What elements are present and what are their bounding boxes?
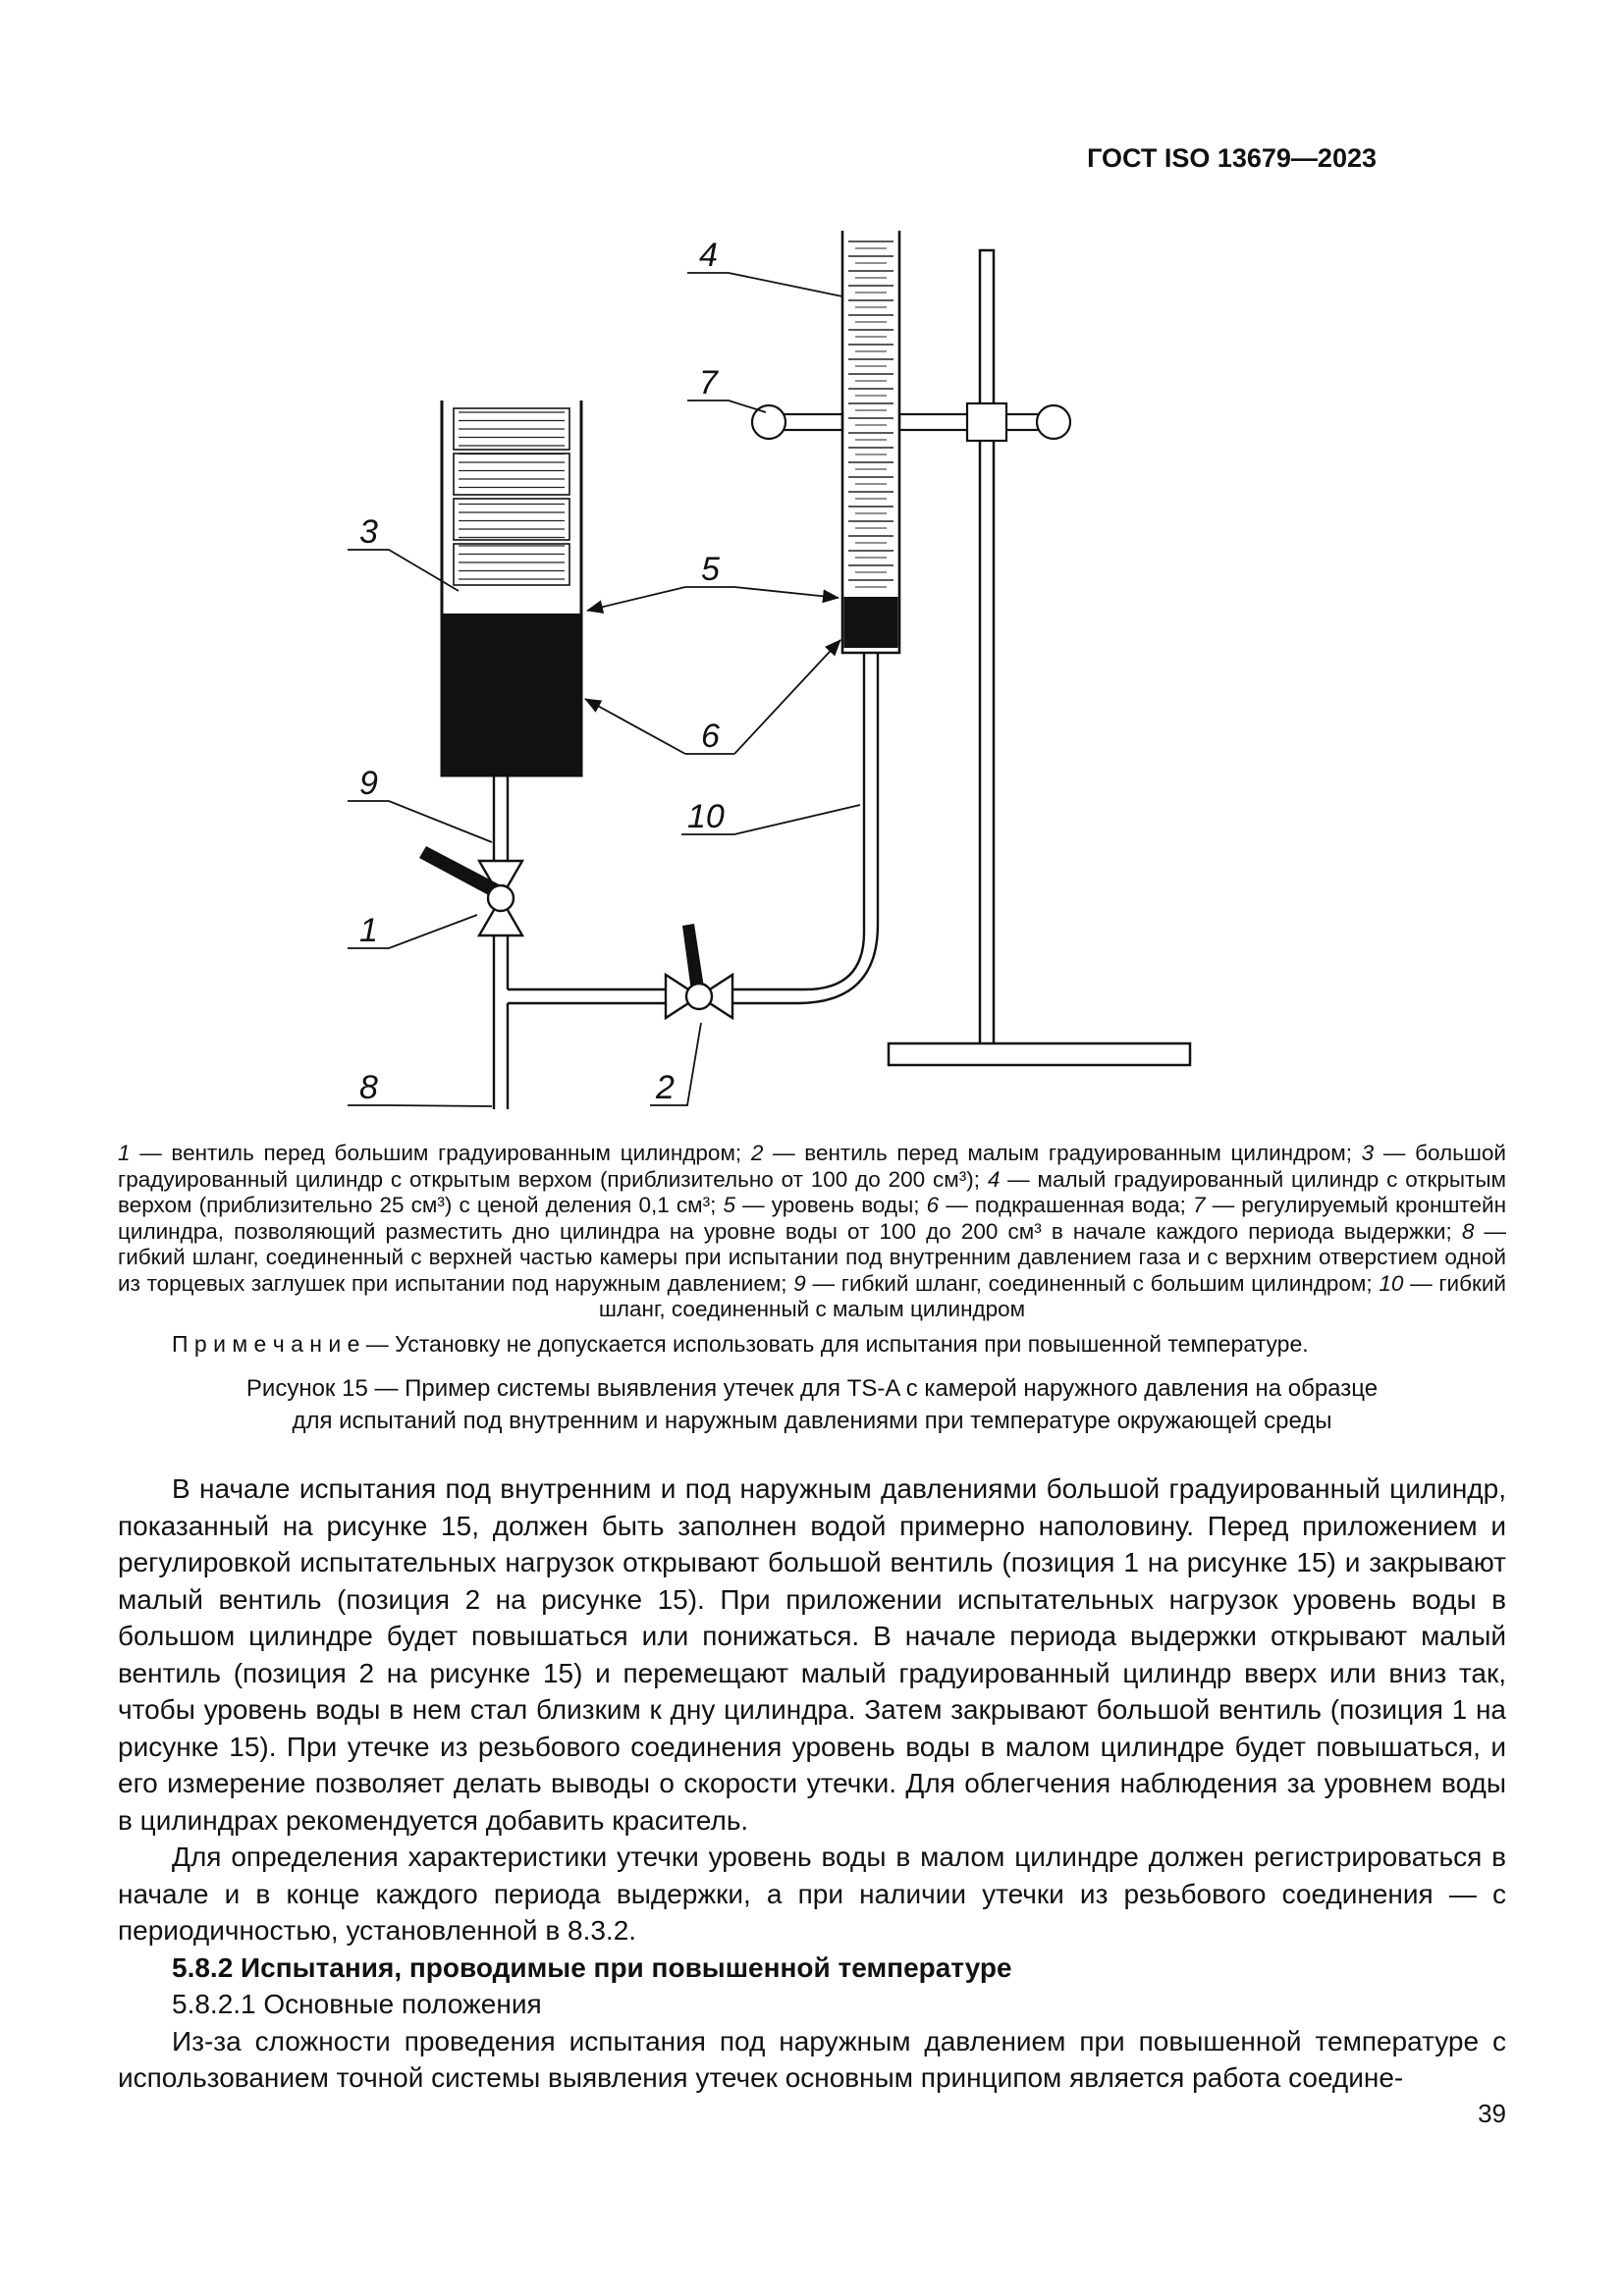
leader-4 <box>687 273 842 296</box>
adjustable-bracket <box>752 403 1070 441</box>
hose-to-chamber <box>494 935 508 1109</box>
legend-text-8: — гибкий шланг, соединенный с верхней частью камеры при испытании под внутренним давлением газа и с верхним отверстием одной из торцевых заглушек при испытании под наружным давлением; <box>118 1218 1506 1296</box>
stand-base <box>889 1043 1190 1065</box>
legend-num-8: 8 <box>1461 1218 1475 1244</box>
label-7: 7 <box>699 364 718 401</box>
label-6: 6 <box>701 718 720 755</box>
bracket-block <box>967 403 1006 441</box>
label-9: 9 <box>359 765 378 802</box>
figure-caption <box>118 1372 1506 1437</box>
legend-num-6: 6 <box>926 1193 940 1217</box>
legend-text-6: — подкрашенная вода; <box>939 1193 1194 1217</box>
leader-5-right-arrow <box>734 587 839 598</box>
page-number: 39 <box>1478 2099 1506 2128</box>
legend-num-5: 5 <box>723 1193 735 1217</box>
valve2-handle <box>682 924 704 991</box>
legend-num-3: 3 <box>1361 1141 1375 1165</box>
colored-water-small <box>844 597 898 648</box>
legend-text-7: — регулируемый кронштейн цилиндра, позволяющий разместить дно цилиндра на уровне воды от 100 до 200 см³ в начале каждого периода выдержки; <box>118 1193 1506 1244</box>
graduation-band <box>454 544 569 585</box>
figure-legend <box>118 1141 1506 1323</box>
colored-water-large <box>444 614 581 774</box>
section-heading-5-8-2: 5.8.2 Испытания, проводимые при повышенной температуре <box>172 1951 1012 1983</box>
leader-7 <box>687 400 766 412</box>
legend-text-9: — гибкий шланг, соединенный с большим цилиндром; <box>805 1270 1380 1296</box>
small-graduated-cylinder <box>842 231 899 653</box>
legend-num-1: 1 <box>118 1141 131 1165</box>
hose-small-cylinder-inner <box>732 653 864 989</box>
leader-5-left-arrow <box>587 587 685 611</box>
leak-detection-diagram <box>0 147 1624 1139</box>
legend-text-4: — малый градуированный цилиндр с открытым верхом (приблизительно 25 см³) с ценой деления 0,1 см³; <box>118 1166 1507 1217</box>
valve2-stem <box>686 984 712 1009</box>
label-8: 8 <box>359 1069 378 1106</box>
leader-lines <box>348 273 860 1106</box>
label-4: 4 <box>699 237 718 274</box>
legend-text-2: — вентиль перед малым градуированным цилиндром; <box>763 1141 1362 1165</box>
paragraph-2: Для определения характеристики утечки уровень воды в малом цилиндре должен регистрироваться в начале и в конце каждого периода выдержки, а при наличии утечки из резьбового соединения — с периодичностью, установленной в 8.3.2. <box>118 1842 1506 1946</box>
hose-small-cylinder-outer <box>732 653 878 1003</box>
caption-line-2: для испытаний под внутренним и наружным давлениями при температуре окружающей среды <box>292 1408 1332 1434</box>
label-5: 5 <box>701 551 720 588</box>
leader-9 <box>348 801 492 842</box>
legend-num-7: 7 <box>1193 1193 1206 1217</box>
legend-num-9: 9 <box>793 1270 806 1296</box>
leader-6-right-arrow <box>734 640 840 754</box>
legend-text-1: — вентиль перед большим градуированным цилиндром; <box>130 1141 751 1165</box>
paragraph-1: В начале испытания под внутренним и под наружным давлениями большой градуированный цилиндр, показанный на рисунке 15, должен быть заполнен водой примерно наполовину. Перед приложением и регулировкой испытательных нагрузок открывают большой вентиль (позиция 1 на рисунке 15) и закрывают малый вентиль (позиция 2 на рисунке 15). При приложении испытательных нагрузок уровень воды в большом цилиндре будет повышаться или понижаться. В начале периода выдержки открывают малый вентиль (позиция 2 на рисунке 15) и перемещают малый градуированный цилиндр вверх или вниз так, чтобы уровень воды в нем стал близким к дну цилиндра. Затем закрывают большой вентиль (позиция 1 на рисунке 15). При утечке из резьбового соединения уровень воды в малом цилиндре будет повышаться, и его измерение позволяет делать выводы о скорости утечки. Для облегчения наблюдения за уровнем воды в цилиндрах рекомендуется добавить краситель. <box>118 1473 1506 1836</box>
stand-rod <box>980 250 994 1045</box>
stand <box>889 250 1190 1065</box>
note-text: — Установку не допускается использовать для испытания при повышенной температуре. <box>359 1331 1309 1357</box>
legend-num-2: 2 <box>750 1141 764 1165</box>
graduation-band <box>454 454 569 495</box>
leader-6-left-arrow <box>585 699 685 754</box>
label-3: 3 <box>359 513 378 551</box>
valve-small-cylinder <box>666 924 732 1018</box>
paragraph-3: Из-за сложности проведения испытания под наружным давлением при повышенной температуре с использованием точной системы выявления утечек основным принципом является работа соедине- <box>118 2025 1506 2093</box>
legend-num-4: 4 <box>987 1166 1001 1192</box>
hose-horizontal-left <box>508 989 666 1003</box>
legend-num-10: 10 <box>1379 1270 1404 1296</box>
bracket-knob-right <box>1037 405 1070 439</box>
graduation-band <box>454 499 569 540</box>
note <box>118 1331 1506 1358</box>
figure-15 <box>0 147 1624 1139</box>
label-1: 1 <box>359 912 378 949</box>
document-number: ГОСТ ISO 13679—2023 <box>1087 143 1377 173</box>
label-10: 10 <box>687 798 725 835</box>
legend-text-10: — гибкий шланг, соединенный с малым цилиндром <box>598 1270 1506 1321</box>
caption-line-1: Рисунок 15 — Пример системы выявления утечек для TS-A с камерой наружного давления на образце <box>245 1375 1379 1402</box>
graduation-marks <box>846 238 895 593</box>
label-2: 2 <box>656 1069 675 1106</box>
section-heading-5-8-2-1: 5.8.2.1 Основные положения <box>172 1989 542 2019</box>
note-label: П р и м е ч а н и е <box>172 1331 360 1357</box>
legend-text-5: — уровень воды; <box>734 1193 927 1217</box>
graduation-band <box>454 408 569 450</box>
body-text <box>118 1470 1506 2097</box>
large-graduated-cylinder <box>442 400 581 775</box>
valve1-stem <box>488 885 514 911</box>
hose-large-cylinder <box>494 775 508 861</box>
legend-text-3: — большой градуированный цилиндр с открытым верхом (приблизительно от 100 до 200 см³); <box>118 1141 1506 1192</box>
